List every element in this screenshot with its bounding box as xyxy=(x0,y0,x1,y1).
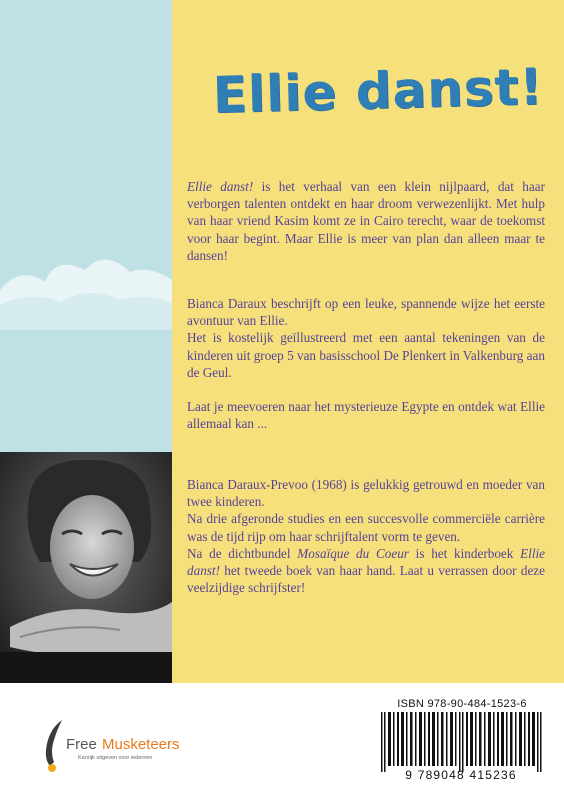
blurb-paragraph-3 xyxy=(187,398,545,432)
isbn-barcode xyxy=(369,698,552,788)
blurb-paragraph-1 xyxy=(187,178,545,264)
bio-line-2: Na drie afgeronde studies en een succesvolle commerciële carrière was de tijd rijp om haar schrijftalent vorm te geven. xyxy=(187,511,545,544)
bio-text-c: het tweede boek van haar hand. Laat u verrassen door deze veelzijdige schrijfster! xyxy=(187,563,545,596)
author-portrait-image xyxy=(0,452,172,683)
blurb-title-italic: Ellie danst! xyxy=(187,179,254,194)
isbn-label: ISBN 978-90-484-1523-6 xyxy=(397,698,527,710)
ean-digits: 9 789048 415236 xyxy=(405,768,517,782)
publisher-name-musketeers: Musketeers xyxy=(102,736,180,753)
bio-text-b: is het kinderboek xyxy=(408,545,521,561)
author-bio xyxy=(187,476,545,596)
blurb-text-2: Bianca Daraux beschrijft op een leuke, spannende wijze het eerste avontuur van Ellie. xyxy=(187,296,545,329)
author-photo xyxy=(0,452,172,683)
publisher-name-free: Free xyxy=(66,736,97,753)
publisher-logo xyxy=(30,716,200,776)
bio-italic-collection: Mosaïque du Coeur xyxy=(297,545,409,561)
bio-line-3 xyxy=(187,545,545,597)
blurb-paragraph-2 xyxy=(187,295,545,381)
bio-text-a: Na de dichtbundel xyxy=(187,545,298,561)
book-title: Ellie danst! xyxy=(212,57,544,125)
barcode-bars xyxy=(377,712,547,772)
bio-italic-title: Ellie danst! xyxy=(187,545,546,579)
publisher-tagline: Kanrijk uitgeven voor iedereen xyxy=(78,755,153,761)
blurb-text-4: Laat je meevoeren naar het mysterieuze Egypte en ontdek wat Ellie allemaal kan ... xyxy=(187,399,545,432)
bio-line-1: Bianca Daraux-Prevoo (1968) is gelukkig getrouwd en moeder van twee kinderen. xyxy=(187,477,545,510)
cloud-illustration xyxy=(0,220,172,330)
blurb-text-3: Het is kostelijk geïllustreerd met een aantal tekeningen van de kinderen uit groep 5 van basisschool De Plenkert in Valkenburg aan de Geul. xyxy=(187,330,545,380)
blurb-text-1: is het verhaal van een klein nijlpaard, dat haar verborgen talenten ontdekt en haar droom verwezenlijkt. Met hulp van haar vriend Kasim komt ze in Cairo terecht, waar de toekomst voor haar begint. Maar Ellie is meer van plan dan alleen maar te dansen! xyxy=(187,179,546,263)
